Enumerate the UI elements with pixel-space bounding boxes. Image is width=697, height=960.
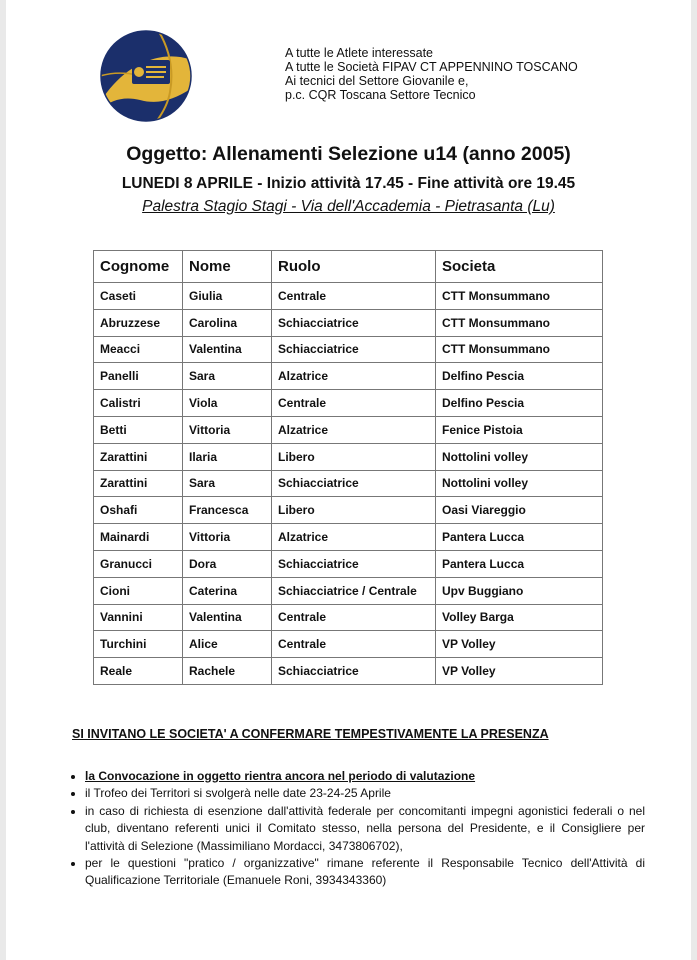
table-cell: Centrale xyxy=(272,283,436,310)
table-cell: Abruzzese xyxy=(94,309,183,336)
table-row xyxy=(94,550,603,577)
table-cell: Fenice Pistoia xyxy=(436,416,603,443)
table-row xyxy=(94,604,603,631)
table-cell: Alzatrice xyxy=(272,416,436,443)
table-cell: Caterina xyxy=(183,577,272,604)
table-cell: Nottolini volley xyxy=(436,470,603,497)
table-cell: Betti xyxy=(94,416,183,443)
volleyball-logo-icon xyxy=(100,30,192,122)
list-item: • il Trofeo dei Territori si svolgerà nelle date 23-24-25 Aprile xyxy=(85,785,645,802)
table-cell: Nottolini volley xyxy=(436,443,603,470)
table-row xyxy=(94,443,603,470)
recipient-line: A tutte le Società FIPAV CT APPENNINO TOSCANO xyxy=(285,60,578,74)
athletes-table xyxy=(93,250,603,685)
subject-heading: Oggetto: Allenamenti Selezione u14 (anno 2005) xyxy=(126,143,571,165)
table-cell: Centrale xyxy=(272,604,436,631)
list-item: • in caso di richiesta di esenzione dall'attività federale per concomitanti impegni agonistici federali o nel club, diventano referenti unici il Comitato stesso, nella persona del Presidente, e il Consigliere per l'attività di Selezione (Massimiliano Mordacci, 3473806702), xyxy=(85,803,645,855)
schedule-line: LUNEDI 8 APRILE - Inizio attività 17.45 - Fine attività ore 19.45 xyxy=(121,175,576,192)
table-cell: Caseti xyxy=(94,283,183,310)
table-cell: Schiacciatrice xyxy=(272,336,436,363)
table-cell: Volley Barga xyxy=(436,604,603,631)
recipient-line: p.c. CQR Toscana Settore Tecnico xyxy=(285,88,476,102)
table-row xyxy=(94,631,603,658)
table-cell: Libero xyxy=(272,497,436,524)
table-cell: Schiacciatrice xyxy=(272,550,436,577)
venue-line: Palestra Stagio Stagi - Via dell'Accademia - Pietrasanta (Lu) xyxy=(142,198,555,215)
table-cell: Upv Buggiano xyxy=(436,577,603,604)
table-cell: Viola xyxy=(183,390,272,417)
table-cell: CTT Monsummano xyxy=(436,283,603,310)
table-cell: Cioni xyxy=(94,577,183,604)
list-item: • per le questioni "pratico / organizzative" rimane referente il Responsabile Tecnico dell'Attività di Qualificazione Territoriale (Emanuele Roni, 3934343360) xyxy=(85,855,645,890)
table-cell: Carolina xyxy=(183,309,272,336)
table-cell: Calistri xyxy=(94,390,183,417)
table-cell: Giulia xyxy=(183,283,272,310)
table-body xyxy=(94,283,603,685)
recipient-line: A tutte le Atlete interessate xyxy=(285,46,434,60)
column-header: Societa xyxy=(436,251,603,283)
table-cell: Zarattini xyxy=(94,470,183,497)
table-row xyxy=(94,283,603,310)
table-row xyxy=(94,309,603,336)
recipient-line: Ai tecnici del Settore Giovanile e, xyxy=(285,74,469,88)
table-cell: Rachele xyxy=(183,658,272,685)
confirmation-notice: SI INVITANO LE SOCIETA' A CONFERMARE TEMPESTIVAMENTE LA PRESENZA xyxy=(72,727,549,741)
table-cell: Granucci xyxy=(94,550,183,577)
table-row xyxy=(94,336,603,363)
table-cell: Libero xyxy=(272,443,436,470)
table-cell: Schiacciatrice xyxy=(272,658,436,685)
table-cell: VP Volley xyxy=(436,658,603,685)
table-cell: Alzatrice xyxy=(272,524,436,551)
table-cell: Alice xyxy=(183,631,272,658)
table-cell: Ilaria xyxy=(183,443,272,470)
table-row xyxy=(94,658,603,685)
notes-list xyxy=(72,768,645,890)
table-cell: Alzatrice xyxy=(272,363,436,390)
table-cell: Pantera Lucca xyxy=(436,524,603,551)
table-cell: CTT Monsummano xyxy=(436,309,603,336)
table-row xyxy=(94,470,603,497)
table-cell: VP Volley xyxy=(436,631,603,658)
table-cell: Delfino Pescia xyxy=(436,363,603,390)
table-cell: Centrale xyxy=(272,631,436,658)
table-row xyxy=(94,577,603,604)
column-header: Cognome xyxy=(94,251,183,283)
table-row xyxy=(94,416,603,443)
table-cell: Oshafi xyxy=(94,497,183,524)
table-cell: Delfino Pescia xyxy=(436,390,603,417)
table-header-row xyxy=(94,251,603,283)
column-header: Ruolo xyxy=(272,251,436,283)
table-cell: Schiacciatrice xyxy=(272,309,436,336)
recipients-block xyxy=(285,46,578,102)
table-cell: Zarattini xyxy=(94,443,183,470)
table-row xyxy=(94,363,603,390)
table-cell: Centrale xyxy=(272,390,436,417)
table-row xyxy=(94,524,603,551)
table-cell: Mainardi xyxy=(94,524,183,551)
table-cell: Sara xyxy=(183,470,272,497)
table-cell: Dora xyxy=(183,550,272,577)
list-item: • la Convocazione in oggetto rientra ancora nel periodo di valutazione xyxy=(85,768,645,785)
column-header: Nome xyxy=(183,251,272,283)
table-cell: Valentina xyxy=(183,336,272,363)
table-cell: Schiacciatrice / Centrale xyxy=(272,577,436,604)
table-row xyxy=(94,390,603,417)
table-cell: CTT Monsummano xyxy=(436,336,603,363)
table-cell: Schiacciatrice xyxy=(272,470,436,497)
table-cell: Vittoria xyxy=(183,524,272,551)
table-cell: Valentina xyxy=(183,604,272,631)
table-cell: Turchini xyxy=(94,631,183,658)
table-cell: Vittoria xyxy=(183,416,272,443)
table-cell: Oasi Viareggio xyxy=(436,497,603,524)
table-cell: Vannini xyxy=(94,604,183,631)
table-row xyxy=(94,497,603,524)
table-cell: Reale xyxy=(94,658,183,685)
table-cell: Francesca xyxy=(183,497,272,524)
table-cell: Panelli xyxy=(94,363,183,390)
table-cell: Sara xyxy=(183,363,272,390)
table-cell: Pantera Lucca xyxy=(436,550,603,577)
table-cell: Meacci xyxy=(94,336,183,363)
